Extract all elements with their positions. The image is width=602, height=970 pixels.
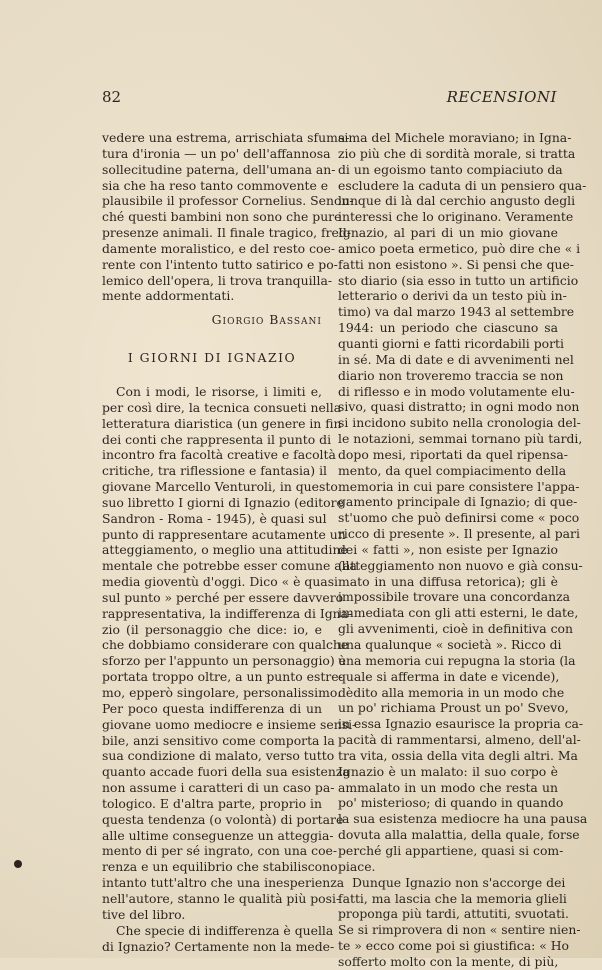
text-line: st'uomo che può definirsi come « poco: [338, 510, 580, 526]
text-line: si incidono subito nella cronologia del-: [338, 415, 581, 431]
text-line: dei conti che rappresenta il punto di: [102, 431, 332, 447]
text-line: letterario o derivi da un testo più in-: [338, 288, 567, 304]
text-line: gli avvenimenti, cioè in definitiva con: [338, 621, 573, 637]
text-line: sua condizione di malato, verso tutto: [102, 748, 335, 764]
article-title: I GIORNI DI IGNAZIO: [127, 350, 297, 366]
text-line: zio (il personaggio che dice: io, e: [102, 621, 322, 637]
text-line: intanto tutt'altro che una inesperienza: [102, 875, 345, 891]
text-line: interessi che lo originano. Veramente: [338, 209, 574, 225]
text-line: plausibile il professor Cornelius. Senon-: [102, 193, 354, 209]
text-line: dèdito alla memoria in un modo che: [338, 684, 565, 700]
ink-spot: [14, 860, 22, 868]
text-line: diario non troveremo traccia se non: [338, 367, 564, 383]
text-line: piace.: [338, 858, 376, 874]
text-line: quanto accade fuori della sua esistenza: [102, 764, 350, 780]
text-line: Ignazio è un malato: il suo corpo è: [338, 763, 558, 779]
text-line: sima del Michele moraviano; in Igna-: [338, 130, 572, 145]
text-line: giovane Marcello Venturoli, in questo: [102, 479, 338, 495]
text-line: sivo, quasi distratto; in ogni modo non: [338, 399, 580, 415]
text-line: letteratura diaristica (un genere in fin: [102, 415, 342, 431]
text-line: critiche, tra riflessione e fantasia) il: [102, 463, 327, 479]
text-line: Ignazio, al pari di un mio giovane: [338, 225, 558, 241]
text-line: timo) va dal marzo 1943 al settembre: [338, 304, 575, 320]
text-line: sforzo per l'appunto un personaggio) è: [102, 653, 347, 669]
text-line: non assume i caratteri di un caso pa-: [102, 780, 335, 796]
text-line: la sua esistenza mediocre ha una pausa: [338, 811, 588, 827]
text-line: (atteggiamento non nuovo e già consu-: [338, 557, 583, 573]
text-line: questa tendenza (o volontà) di portare: [102, 811, 344, 827]
text-line: zio più che di sordità morale, si tratta: [338, 145, 576, 161]
text-line: bile, anzi sensitivo come comporta la: [102, 732, 335, 748]
author-signature: Giorgio Bassani: [211, 312, 322, 328]
text-line: rente con l'intento tutto satirico e po-: [102, 256, 338, 272]
text-line: per così dire, la tecnica consueti nella: [102, 399, 342, 415]
text-line: gamento principale di Ignazio; di que-: [338, 494, 578, 510]
text-line: immediata con gli atti esterni, le date,: [338, 605, 579, 621]
text-line: te » ecco come poi si giustifica: « Ho: [338, 938, 570, 954]
text-line: in essa Ignazio esaurisce la propria ca-: [338, 716, 584, 732]
text-line: media gioventù d'oggi. Dico « è quasi: [102, 574, 339, 590]
text-line: quale si afferma in date e vicende),: [338, 668, 560, 684]
text-line: punto di rappresentare acutamente un: [102, 526, 346, 542]
paragraph: [102, 922, 335, 955]
text-line: memoria in cui pare consistere l'appa-: [338, 478, 580, 494]
text-line: giovane uomo mediocre e insieme sensi-: [102, 716, 357, 732]
text-line: quanti giorni e fatti ricordabili porti: [338, 335, 564, 351]
text-line: un po' richiama Proust un po' Svevo,: [338, 700, 569, 716]
text-line: amico poeta ermetico, può dire che « i: [338, 240, 581, 256]
text-line: rappresentativa, la indifferenza di Igna-: [102, 605, 353, 621]
text-line: proponga più tardi, attutiti, svuotati.: [338, 906, 569, 922]
text-line: lemico dell'opera, li trova tranquilla-: [102, 272, 333, 288]
text-line: una memoria cui repugna la storia (la: [338, 652, 576, 668]
text-line: tra vita, ossia della vita degli altri. Ma: [338, 747, 578, 763]
text-line: nell'autore, stanno le qualità più posi-: [102, 890, 341, 906]
text-line: escludere la caduta di un pensiero qua-: [338, 177, 587, 193]
text-line: ricco di presente ». Il presente, al pari: [338, 526, 580, 542]
text-line: pacità di rammentarsi, almeno, dell'al-: [338, 732, 581, 748]
text-line: di riflesso e in modo volutamente elu-: [338, 383, 575, 399]
right-column: [338, 130, 588, 970]
text-line: impossibile trovare una concordanza: [338, 589, 571, 605]
text-line: incontro fra facoltà creative e facoltà: [102, 447, 336, 463]
text-line: tive del libro.: [102, 906, 186, 922]
paragraph: [338, 874, 581, 970]
text-line: fatti, ma lascia che la memoria glieli: [338, 890, 567, 906]
text-line: suo libretto I giorni di Ignazio (editore: [102, 494, 344, 510]
text-line: mento di per sé ingrato, con una coe-: [102, 843, 338, 859]
text-line: Sandron - Roma - 1945), è quasi sul: [102, 510, 327, 526]
text-line: una qualunque « società ». Ricco di: [338, 637, 562, 652]
text-line: ché questi bambini non sono che pure: [102, 209, 342, 225]
text-line: presenze animali. Il finale tragico, fred-: [102, 225, 352, 241]
text-line: mente addormentati.: [102, 288, 235, 304]
text-line: mato in una diffusa retorica); gli è: [338, 573, 558, 589]
text-line: sofferto molto con la mente, di più,: [338, 953, 559, 969]
text-line: perché gli appartiene, quasi si com-: [338, 842, 564, 858]
page-number: 82: [102, 88, 122, 106]
text-line: Se si rimprovera di non « sentire nien-: [338, 922, 581, 938]
text-line: le notazioni, semmai tornano più tardi,: [338, 431, 583, 447]
text-line: portata troppo oltre, a un punto estre-: [102, 669, 343, 685]
text-line: tologico. E d'altra parte, proprio in: [102, 795, 322, 811]
text-line: atteggiamento, o meglio una attitudine: [102, 542, 348, 558]
text-line: di Ignazio? Certamente non la mede-: [102, 938, 335, 954]
text-line: che dobbiamo considerare con qualche: [102, 637, 349, 653]
text-line: tura d'ironia — un po' dell'affannosa: [102, 145, 331, 161]
text-line: in sé. Ma di date e di avvenimenti nel: [338, 351, 574, 367]
text-line: po' misterioso; di quando in quando: [338, 795, 564, 811]
text-line: alle ultime conseguenze un atteggia-: [102, 827, 334, 843]
text-line: dei « fatti », non esiste per Ignazio: [338, 541, 558, 557]
text-line: di un egoismo tanto compiaciuto da: [338, 161, 563, 177]
text-line: Che specie di indifferenza è quella: [116, 922, 334, 938]
text-line: sul punto » perché per essere davvero: [102, 589, 344, 605]
text-line: damente moralistico, e del resto coe-: [102, 240, 336, 256]
text-line: dovuta alla malattia, della quale, forse: [338, 827, 580, 843]
text-line: lunque di là dal cerchio angusto degli: [338, 193, 576, 209]
text-line: ammalato in un modo che resta un: [338, 779, 558, 795]
paragraph: [338, 130, 588, 875]
text-line: sia che ha reso tanto commovente e: [102, 177, 329, 193]
running-head: RECENSIONI: [446, 88, 557, 106]
text-line: renza e un equilibrio che stabiliscono: [102, 859, 338, 875]
text-line: fatti non esistono ». Si pensi che que-: [338, 256, 574, 272]
text-line: vedere una estrema, arrischiata sfuma-: [102, 130, 350, 145]
review-ending: [102, 130, 354, 304]
text-line: sto diario (sia esso in tutto un artificio: [338, 272, 579, 288]
text-line: mentale che potrebbe esser comune alla: [102, 558, 357, 574]
text-line: Dunque Ignazio non s'accorge dei: [352, 874, 566, 890]
text-line: sollecitudine paterna, dell'umana an-: [102, 161, 336, 177]
text-line: Con i modi, le risorse, i limiti e,: [116, 383, 322, 399]
text-line: 1944: un periodo che ciascuno sa: [338, 320, 558, 336]
text-line: dopo mesi, riportati da quel ripensa-: [338, 446, 568, 462]
text-line: mento, da quel compiacimento della: [338, 462, 567, 478]
text-line: mo, epperò singolare, personalissimo.: [102, 685, 342, 700]
text-line: Per poco questa indifferenza di un: [102, 700, 322, 716]
page-header: [102, 88, 557, 108]
